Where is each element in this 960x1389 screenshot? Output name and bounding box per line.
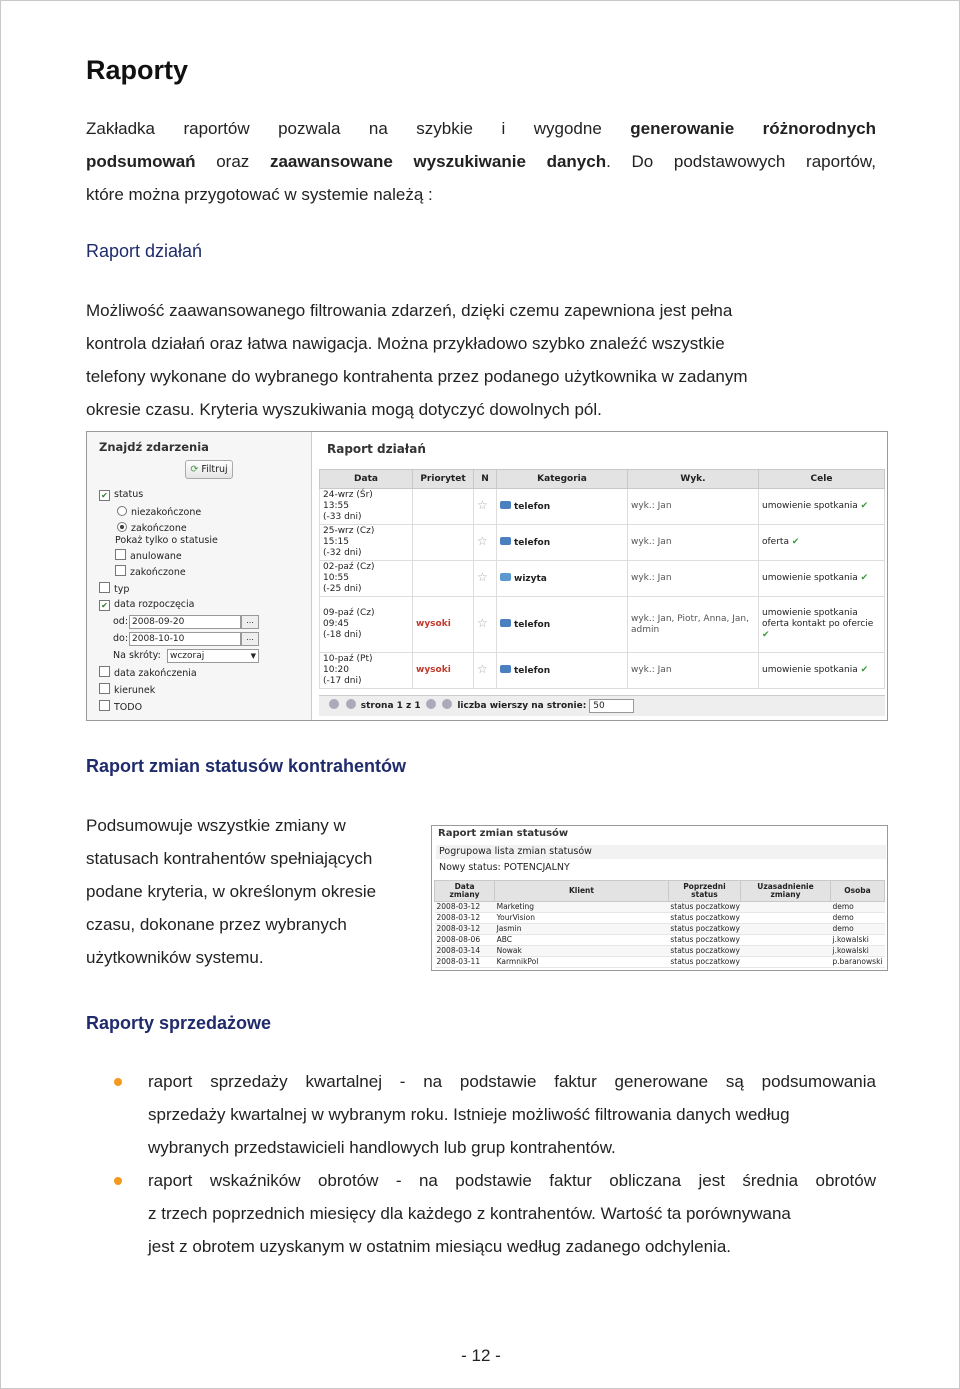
- col-wyk[interactable]: Wyk.: [628, 470, 759, 489]
- table-row[interactable]: 2008-03-11 KarmnikPol status poczatkowy p.baranowski: [436, 957, 883, 966]
- check-icon: ✔: [860, 501, 869, 511]
- phone-icon: [500, 665, 511, 673]
- star-icon[interactable]: ☆: [477, 616, 488, 630]
- bullet-icon: [114, 1078, 122, 1086]
- table-row[interactable]: 2008-03-12 Jasmin status poczatkowy demo: [435, 924, 885, 935]
- per-page-label: liczba wierszy na stronie:: [457, 701, 587, 711]
- skroty-label: Na skróty:: [113, 650, 161, 661]
- od-label: od:: [113, 616, 129, 627]
- bullet2-line-1: raport wskaźników obrotów - na podstawie faktur obliczana jest średnia obrotów: [148, 1171, 876, 1190]
- bullet1-line-3: wybranych przedstawicieli handlowych lub grup kontrahentów.: [148, 1138, 616, 1157]
- section2-line-4: czasu, dokonane przez wybranych: [86, 915, 347, 934]
- first-page-icon[interactable]: [329, 699, 339, 709]
- bullet-icon: [114, 1177, 122, 1185]
- bullet1-line-1: raport sprzedaży kwartalnej - na podstawie faktur generowane są podsumowania: [148, 1072, 876, 1091]
- skroty-select[interactable]: wczoraj ▼: [167, 649, 259, 663]
- od-picker-button[interactable]: ...: [241, 615, 259, 629]
- col-priorytet[interactable]: Priorytet: [413, 470, 474, 489]
- filter-panel-title: Znajdź zdarzenia: [99, 440, 209, 454]
- star-icon[interactable]: ☆: [477, 570, 488, 584]
- do-label: do:: [113, 633, 129, 644]
- check-icon: ✔: [762, 630, 770, 640]
- do-input[interactable]: 2008-10-10: [129, 632, 241, 646]
- table-row[interactable]: 2008-03-12 Marketing status poczatkowy demo: [435, 902, 885, 913]
- label-pokaz: Pokaż tylko o statusie: [115, 535, 218, 546]
- col-uzasadnienie[interactable]: Uzasadnienie zmiany: [740, 881, 830, 902]
- screenshot-raport-zmian-statusow: [431, 825, 888, 971]
- intro-line-1: Zakładka raportów pozwala na szybkie i wygodne generowanie różnorodnych: [86, 119, 876, 138]
- col-cele[interactable]: Cele: [759, 470, 885, 489]
- per-page-select[interactable]: 50: [589, 699, 634, 713]
- page-number: - 12 -: [461, 1346, 501, 1365]
- col-n[interactable]: N: [474, 470, 497, 489]
- checkbox-anulowane[interactable]: anulowane: [115, 549, 182, 562]
- table-row[interactable]: 09-paź (Cz) 09:45 (-18 dni) wysoki ☆ telefon wyk.: Jan, Piotr, Anna, Jan, admin umowienie spotkania oferta kontakt po ofercie ✔: [320, 597, 885, 653]
- page-title: Raporty: [86, 55, 189, 85]
- section1-line-4: okresie czasu. Kryteria wyszukiwania mogą dotyczyć dowolnych pól.: [86, 400, 602, 419]
- section1-line-3: telefony wykonane do wybranego kontrahenta przez podanego użytkownika w zadanym: [86, 367, 748, 386]
- car-icon: [500, 573, 511, 581]
- events-table: [319, 469, 885, 689]
- phone-icon: [500, 501, 511, 509]
- section-title-raport-dzialan: Raport działań: [86, 241, 203, 261]
- check-icon: ✔: [791, 537, 800, 547]
- chevron-down-icon: ▼: [250, 652, 256, 660]
- col-poprzedni-status[interactable]: Poprzedni status: [668, 881, 740, 902]
- table-row[interactable]: 02-paź (Cz) 10:55 (-25 dni) ☆ wizyta wyk.: Jan umowienie spotkania ✔: [320, 561, 885, 597]
- section-title-raport-zmian: Raport zmian statusów kontrahentów: [86, 756, 407, 776]
- col-klient[interactable]: Klient: [495, 881, 669, 902]
- col-data[interactable]: Data: [320, 470, 413, 489]
- table-row[interactable]: 24-wrz (Śr) 13:55 (-33 dni) ☆ telefon wyk.: Jan umowienie spotkania ✔: [320, 489, 885, 525]
- section-title-raporty-sprzedazowe: Raporty sprzedażowe: [86, 1013, 272, 1033]
- filter-icon: ⟳: [190, 464, 202, 475]
- section2-line-1: Podsumowuje wszystkie zmiany w: [86, 816, 346, 835]
- intro-line-3: które można przygotować w systemie należą :: [86, 185, 433, 204]
- table-row[interactable]: 25-wrz (Cz) 15:15 (-32 dni) ☆ telefon wyk.: Jan oferta ✔: [320, 525, 885, 561]
- filter-status[interactable]: ✔ status: [99, 489, 143, 501]
- status-report-new-status: Nowy status: POTENCJALNY: [436, 861, 886, 875]
- table-row[interactable]: 2008-03-12 YourVision status poczatkowy demo: [435, 913, 885, 924]
- phone-icon: [500, 537, 511, 545]
- col-osoba[interactable]: Osoba: [831, 881, 885, 902]
- status-changes-table: [434, 880, 885, 968]
- next-page-icon[interactable]: [426, 699, 436, 709]
- star-icon[interactable]: ☆: [477, 662, 488, 676]
- filter-typ[interactable]: typ: [99, 582, 129, 595]
- prev-page-icon[interactable]: [346, 699, 356, 709]
- filter-data-zakonczenia[interactable]: data zakończenia: [99, 666, 197, 679]
- od-input[interactable]: 2008-09-20: [129, 615, 241, 629]
- filter-data-rozpoczecia[interactable]: ✔ data rozpoczęcia: [99, 599, 195, 611]
- radio-niezakonczone[interactable]: niezakończone: [117, 506, 201, 518]
- table-row[interactable]: 2008-03-14 Nowak status poczatkowy j.kowalski: [435, 946, 885, 957]
- phone-icon: [500, 619, 511, 627]
- page-indicator: strona 1 z 1: [360, 701, 421, 711]
- section2-line-5: użytkowników systemu.: [86, 948, 264, 967]
- section1-line-2: kontrola działań oraz łatwa nawigacja. Można przykładowo szybko znaleźć wszystkie: [86, 334, 725, 353]
- section1-line-1: Możliwość zaawansowanego filtrowania zdarzeń, dzięki czemu zapewniona jest pełna: [86, 301, 733, 320]
- check-icon: ✔: [860, 573, 869, 583]
- last-page-icon[interactable]: [442, 699, 452, 709]
- pagination-bar: [319, 695, 885, 716]
- filter-kierunek[interactable]: kierunek: [99, 683, 155, 696]
- star-icon[interactable]: ☆: [477, 534, 488, 548]
- checkbox-checked-icon: ✔: [99, 600, 110, 611]
- table-row[interactable]: 10-paź (Pt) 10:20 (-17 dni) wysoki ☆ telefon wyk.: Jan umowienie spotkania ✔: [320, 653, 885, 689]
- col-data-zmiany[interactable]: Data zmiany: [435, 881, 495, 902]
- check-icon: ✔: [860, 665, 869, 675]
- filter-panel: [87, 432, 312, 720]
- table-row[interactable]: 2008-08-06 ABC status poczatkowy j.kowalski: [435, 935, 885, 946]
- intro-line-2: podsumowań oraz zaawansowane wyszukiwanie danych. Do podstawowych raportów,: [86, 152, 876, 171]
- report-title: Raport działań: [327, 442, 426, 456]
- checkbox-zakonczone[interactable]: zakończone: [115, 565, 186, 578]
- bullet2-line-3: jest z obrotem uzyskanym w ostatnim miesiącu według zadanego odchylenia.: [148, 1237, 732, 1256]
- status-report-subtitle: Pogrupowa lista zmian statusów: [436, 845, 886, 859]
- filter-todo[interactable]: TODO: [99, 700, 142, 713]
- filter-button[interactable]: ⟳ Filtruj: [185, 460, 233, 479]
- star-icon[interactable]: ☆: [477, 498, 488, 512]
- bullet1-line-2: sprzedaży kwartalnej w wybranym roku. Istnieje możliwość filtrowania danych według: [148, 1105, 790, 1124]
- status-report-title: Raport zmian statusów: [438, 828, 569, 839]
- checkbox-checked-icon: ✔: [99, 490, 110, 501]
- bullet2-line-2: z trzech poprzednich miesięcy dla każdego z kontrahentów. Wartość ta porównywana: [148, 1204, 791, 1223]
- section2-line-2: statusach kontrahentów spełniających: [86, 849, 373, 868]
- section2-line-3: podane kryteria, w określonym okresie: [86, 882, 377, 901]
- do-picker-button[interactable]: ...: [241, 632, 259, 646]
- radio-zakonczone[interactable]: zakończone: [117, 522, 187, 534]
- col-kategoria[interactable]: Kategoria: [497, 470, 628, 489]
- screenshot-raport-dzialan: [86, 431, 888, 721]
